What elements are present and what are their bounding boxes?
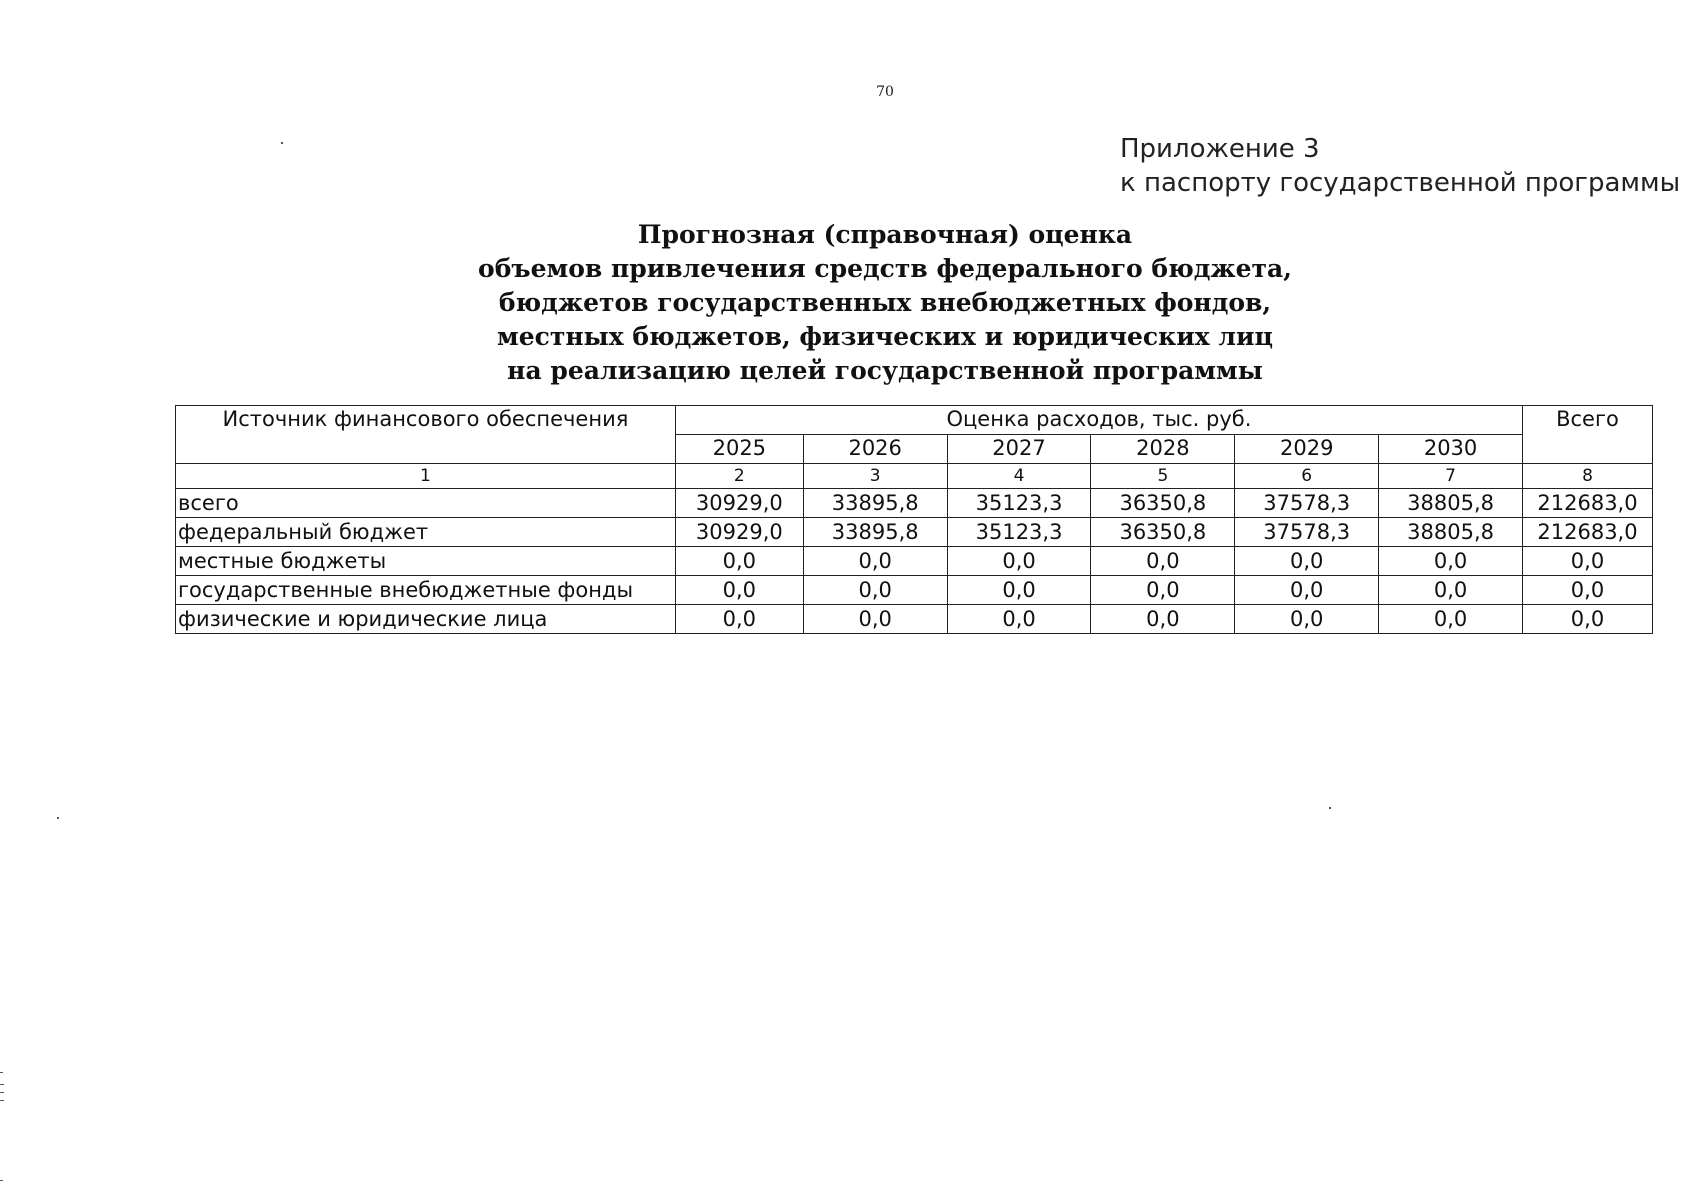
row-value: 0,0: [947, 547, 1091, 576]
page-number: 70: [876, 84, 894, 100]
column-number: 1: [176, 464, 676, 489]
row-value: 0,0: [1091, 605, 1235, 634]
row-source: всего: [176, 489, 676, 518]
table-row: [176, 605, 1653, 634]
column-number: 7: [1379, 464, 1523, 489]
row-value: 0,0: [947, 576, 1091, 605]
row-value: 0,0: [803, 547, 947, 576]
row-value: 36350,8: [1091, 489, 1235, 518]
header-year: 2028: [1091, 435, 1235, 464]
column-number: 3: [803, 464, 947, 489]
row-source: федеральный бюджет: [176, 518, 676, 547]
appendix-line-2: к паспорту государственной программы: [1120, 168, 1681, 198]
row-total: 212683,0: [1522, 518, 1652, 547]
row-value: 0,0: [1379, 605, 1523, 634]
row-total: 0,0: [1522, 605, 1652, 634]
row-value: 38805,8: [1379, 489, 1523, 518]
row-value: 37578,3: [1235, 518, 1379, 547]
row-value: 35123,3: [947, 518, 1091, 547]
row-total: 0,0: [1522, 547, 1652, 576]
row-value: 0,0: [1091, 547, 1235, 576]
row-value: 35123,3: [947, 489, 1091, 518]
row-value: 38805,8: [1379, 518, 1523, 547]
scan-speck: [281, 142, 283, 144]
row-value: 0,0: [1379, 547, 1523, 576]
table-row: [176, 518, 1653, 547]
table-row: [176, 576, 1653, 605]
title-line-3: бюджетов государственных внебюджетных фондов,: [498, 288, 1272, 317]
header-source: Источник финансового обеспечения: [176, 406, 676, 464]
row-source: физические и юридические лица: [176, 605, 676, 634]
row-value: 37578,3: [1235, 489, 1379, 518]
title-line-2: объемов привлечения средств федерального бюджета,: [478, 254, 1292, 283]
row-value: 0,0: [803, 605, 947, 634]
scan-speck: [0, 1092, 4, 1093]
row-source: местные бюджеты: [176, 547, 676, 576]
header-year: 2030: [1379, 435, 1523, 464]
row-value: 0,0: [1235, 547, 1379, 576]
header-total: Всего: [1522, 406, 1652, 464]
financing-table: [175, 405, 1653, 634]
table-row: [176, 547, 1653, 576]
row-value: 0,0: [1379, 576, 1523, 605]
header-year: 2026: [803, 435, 947, 464]
header-year: 2025: [675, 435, 803, 464]
row-value: 0,0: [947, 605, 1091, 634]
scan-speck: [1329, 807, 1331, 809]
row-value: 0,0: [675, 605, 803, 634]
row-value: 0,0: [803, 576, 947, 605]
row-value: 0,0: [675, 547, 803, 576]
title-line-4: местных бюджетов, физических и юридических лиц: [497, 322, 1273, 351]
row-value: 0,0: [1235, 605, 1379, 634]
column-number-row: [176, 464, 1653, 489]
row-total: 0,0: [1522, 576, 1652, 605]
row-value: 0,0: [1235, 576, 1379, 605]
title-line-5: на реализацию целей государственной программы: [507, 356, 1263, 385]
column-number: 8: [1522, 464, 1652, 489]
row-value: 0,0: [675, 576, 803, 605]
row-value: 33895,8: [803, 518, 947, 547]
document-title: [0, 218, 1697, 388]
column-number: 5: [1091, 464, 1235, 489]
row-value: 33895,8: [803, 489, 947, 518]
scan-speck: [0, 1180, 3, 1181]
column-number: 4: [947, 464, 1091, 489]
scan-speck: [0, 1084, 4, 1085]
column-number: 2: [675, 464, 803, 489]
header-year: 2027: [947, 435, 1091, 464]
header-row: [176, 406, 1653, 435]
header-estimate: Оценка расходов, тыс. руб.: [675, 406, 1522, 435]
row-value: 36350,8: [1091, 518, 1235, 547]
row-value: 30929,0: [675, 489, 803, 518]
scan-speck: [0, 1072, 3, 1073]
row-total: 212683,0: [1522, 489, 1652, 518]
appendix-line-1: Приложение 3: [1120, 134, 1320, 164]
column-number: 6: [1235, 464, 1379, 489]
header-year: 2029: [1235, 435, 1379, 464]
scan-speck: [0, 1100, 4, 1101]
scan-speck: [57, 817, 59, 819]
row-source: государственные внебюджетные фонды: [176, 576, 676, 605]
table-row: [176, 489, 1653, 518]
title-line-1: Прогнозная (справочная) оценка: [637, 220, 1133, 249]
row-value: 0,0: [1091, 576, 1235, 605]
appendix-note: [1120, 132, 1680, 200]
row-value: 30929,0: [675, 518, 803, 547]
